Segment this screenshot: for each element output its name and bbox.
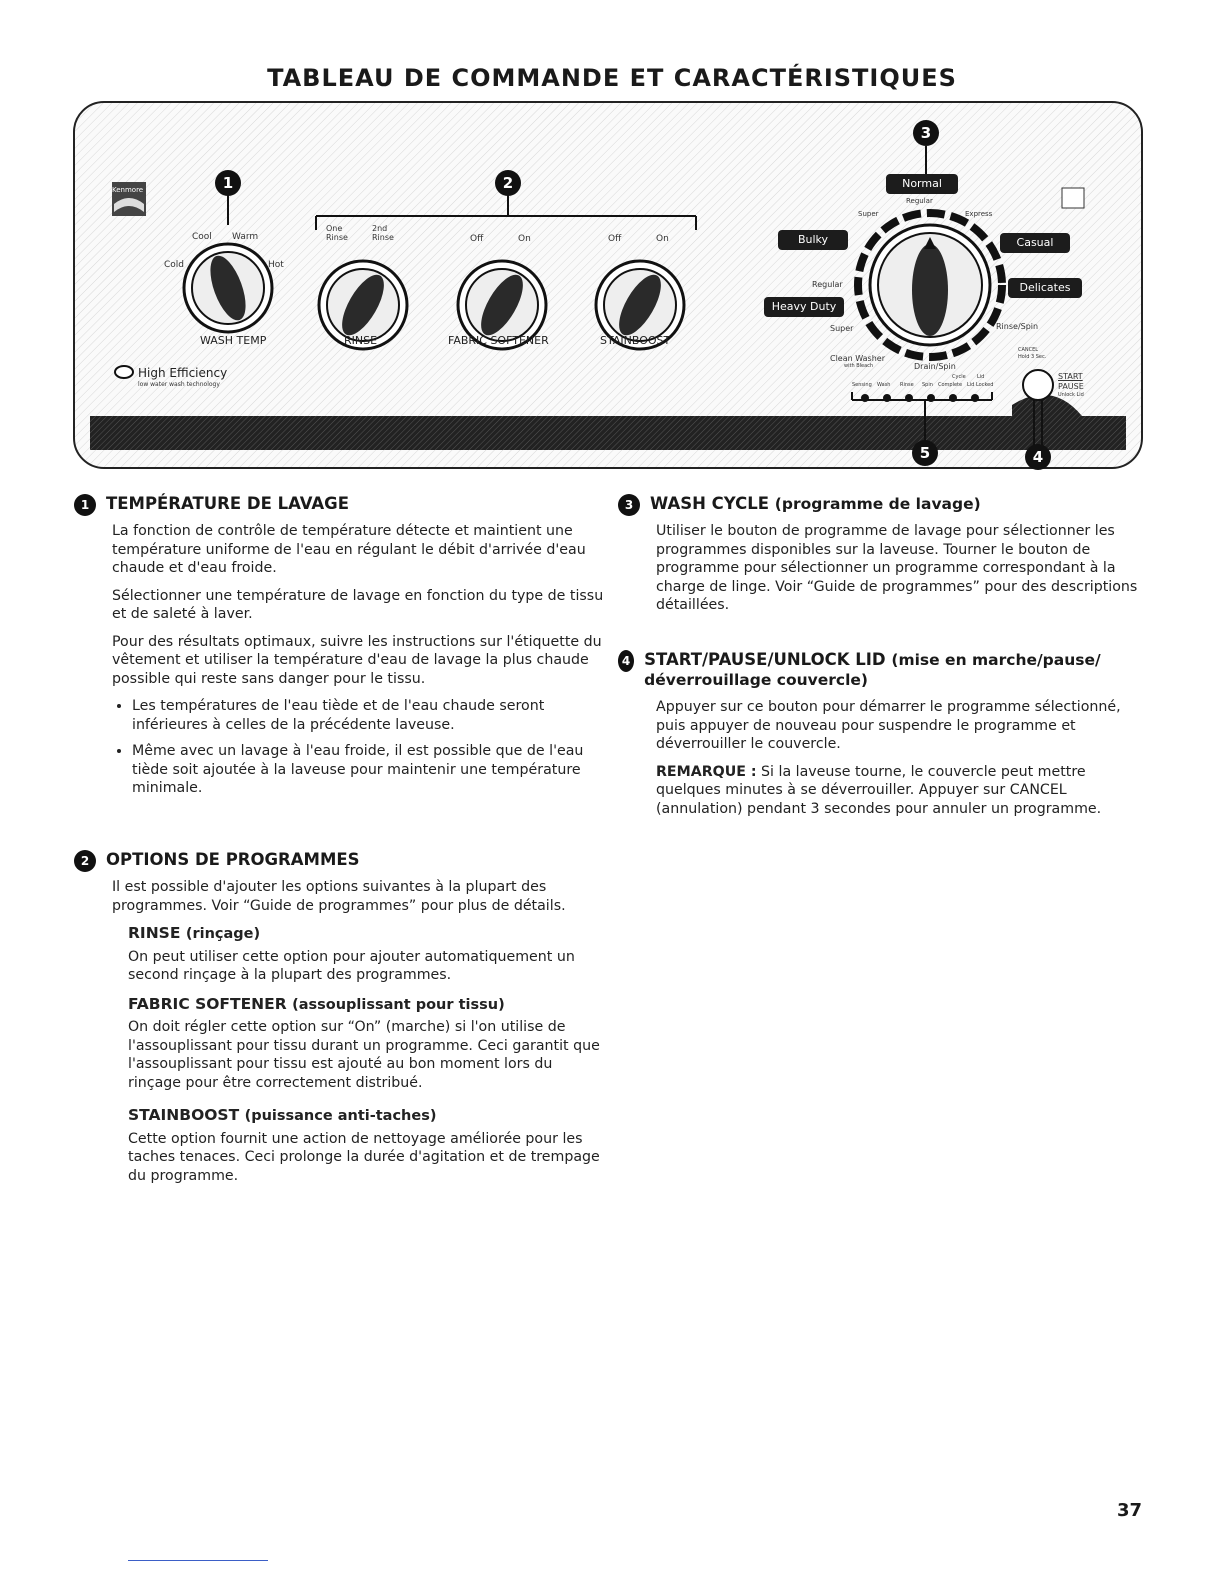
section-cycle-options [74,850,604,1194]
s2-paragraph-1: Il est possible d'ajouter les options suivantes à la plupart des programmes. Voir “Guide de programmes” pour plus de détails. [112,879,566,914]
wash-temp-label: WASH TEMP [200,334,267,347]
wash-temp-cold: Cold [164,260,185,270]
cycle-rinse-spin: Rinse/Spin [996,322,1039,331]
callout-1: 1 [215,170,241,196]
panel-outline [72,100,1144,470]
section-start-pause [618,650,1148,827]
cycle-drain-spin: Drain/Spin [914,362,956,371]
stainboost-on: On [656,234,669,244]
wash-temp-cool: Cool [192,232,212,242]
s4-paragraph-1: Appuyer sur ce bouton pour démarrer le programme sélectionné, puis appuyer de nouveau pour suspendre le programme et déverrouiller le couvercle. [656,699,1121,752]
callout-4: 4 [1025,444,1051,470]
start-label: START [1058,372,1083,381]
fabric-softener-subheading: FABRIC SOFTENER (assouplissant pour tissu) [128,994,505,1013]
stainboost-subheading: STAINBOOST (puissance anti-taches) [128,1106,437,1124]
fabric-softener-label: FABRIC SOFTENER [448,334,549,347]
rinse-text: On peut utiliser cette option pour ajouter automatiquement un second rinçage à la plupart des programmes. [128,948,575,983]
status-wash: Wash [877,382,891,388]
cycle-normal: Normal [886,174,958,194]
cycle-with-bleach: with Bleach [844,363,874,369]
s1-paragraph-1: La fonction de contrôle de température détecte et maintient une température uniforme de l'eau en régulant le débit d'arrivée d'eau chaude et d'eau froide. [112,523,586,576]
wash-temp-warm: Warm [232,232,259,242]
section-3-heading: 3 WASH CYCLE (programme de lavage) [618,494,1148,516]
cycle-heavy-duty: Heavy Duty [764,297,844,317]
section-wash-temp [74,494,604,806]
s4-note: REMARQUE : Si la laveuse tourne, le couvercle peut mettre quelques minutes à se déverrouiller. Appuyer sur CANCEL (annulation) pendant 3 secondes pour annuler un programme. [656,763,1102,817]
he-logo-text: High Efficiency [138,366,228,380]
cycle-super-top: Super [858,210,879,218]
rinse-second: 2nd Rinse [372,224,394,242]
wash-temp-hot: Hot [268,260,284,270]
stainboost-label: STAINBOOST [600,334,671,347]
section-1-heading: 1 TEMPÉRATURE DE LAVAGE [74,494,604,516]
wash-temp-knob [184,244,272,332]
callout-2: 2 [495,170,521,196]
cancel-label: CANCEL [1018,347,1039,353]
status-lid: Lid [977,374,985,380]
he-logo-sub: low water wash technology [138,381,220,388]
stainboost-text: Cette option fournit une action de nettoyage améliorée pour les taches tenaces. Ceci prolonge la durée d'agitation et de trempage du programme. [128,1130,600,1184]
s1-bullet-1: • Les températures de l'eau tiède et de l'eau chaude seront inférieures à celles de la précédente laveuse. [132,697,604,734]
fabric-softener-off: Off [470,234,484,244]
section-3-number: 3 [618,494,640,516]
cycle-clean-washer: Clean Washer [830,354,885,363]
cycle-bulky: Bulky [778,230,848,250]
section-1-number: 1 [74,494,96,516]
rinse-one: One Rinse [326,224,348,242]
s3-paragraph-1: Utiliser le bouton de programme de lavage pour sélectionner les programmes disponibles sur la laveuse. Tourner le bouton de programme pour sélectionner un programme correspondant à la charge de linge. Voir “Guide de programmes” pour des descriptions détaillées. [656,523,1138,613]
control-panel-illustration [72,100,1144,470]
status-complete: Complete [938,382,963,388]
page-number: 37 [1116,1500,1142,1521]
section-4-heading: 4 START/PAUSE/UNLOCK LID (mise en marche/pause/ déverrouillage couvercle) [618,650,1148,690]
brand-logo: Kenmore [112,186,144,194]
section-2-heading: 2 OPTIONS DE PROGRAMMES [74,850,604,872]
footer-line [128,1560,268,1561]
hold-label: Hold 3 Sec. [1018,354,1047,360]
callout-3: 3 [913,120,939,146]
section-4-number: 4 [618,650,634,672]
cycle-super-low: Super [830,324,854,333]
cycle-delicates: Delicates [1008,278,1082,298]
pause-label: PAUSE [1058,382,1084,391]
fabric-softener-text: On doit régler cette option sur “On” (marche) si l'on utilise de l'assouplissant pour tissu durant un programme. Ceci garantit que l'assouplissant pour tissu est ajouté au bon moment lors du rinçage pour être correctement distribué. [128,1019,600,1091]
status-sensing: Sensing [852,382,872,388]
rinse-label: RINSE [344,334,378,347]
s1-paragraph-3: Pour des résultats optimaux, suivre les instructions sur l'étiquette du vêtement et utiliser la température d'eau de lavage la plus chaude possible qui reste sans danger pour le tissu. [112,633,602,687]
status-spin: Spin [922,382,933,388]
start-button-circle [1023,370,1053,400]
unlock-label: Unlock Lid [1058,392,1084,398]
rinse-subheading: RINSE (rinçage) [128,924,261,942]
stainboost-off: Off [608,234,622,244]
cycle-casual: Casual [1000,233,1070,253]
fabric-softener-on: On [518,234,531,244]
page-title: TABLEAU DE COMMANDE ET CARACTÉRISTIQUES [267,64,957,92]
cycle-express: Express [965,210,993,218]
callout-5: 5 [912,440,938,466]
section-wash-cycle [618,494,1148,624]
cycle-regular-left: Regular [812,280,843,289]
cycle-regular-top: Regular [906,197,933,205]
status-rinse: Rinse [900,382,914,388]
s1-bullet-2: • Même avec un lavage à l'eau froide, il est possible que de l'eau tiède soit ajoutée à la laveuse pour maintenir une température minimale. [132,742,604,798]
status-cycle: Cycle [952,374,966,380]
s1-paragraph-2: Sélectionner une température de lavage en fonction du type de tissu et de saleté à laver. [112,587,604,622]
section-2-number: 2 [74,850,96,872]
status-lid-locked: Lid Locked [967,382,994,388]
